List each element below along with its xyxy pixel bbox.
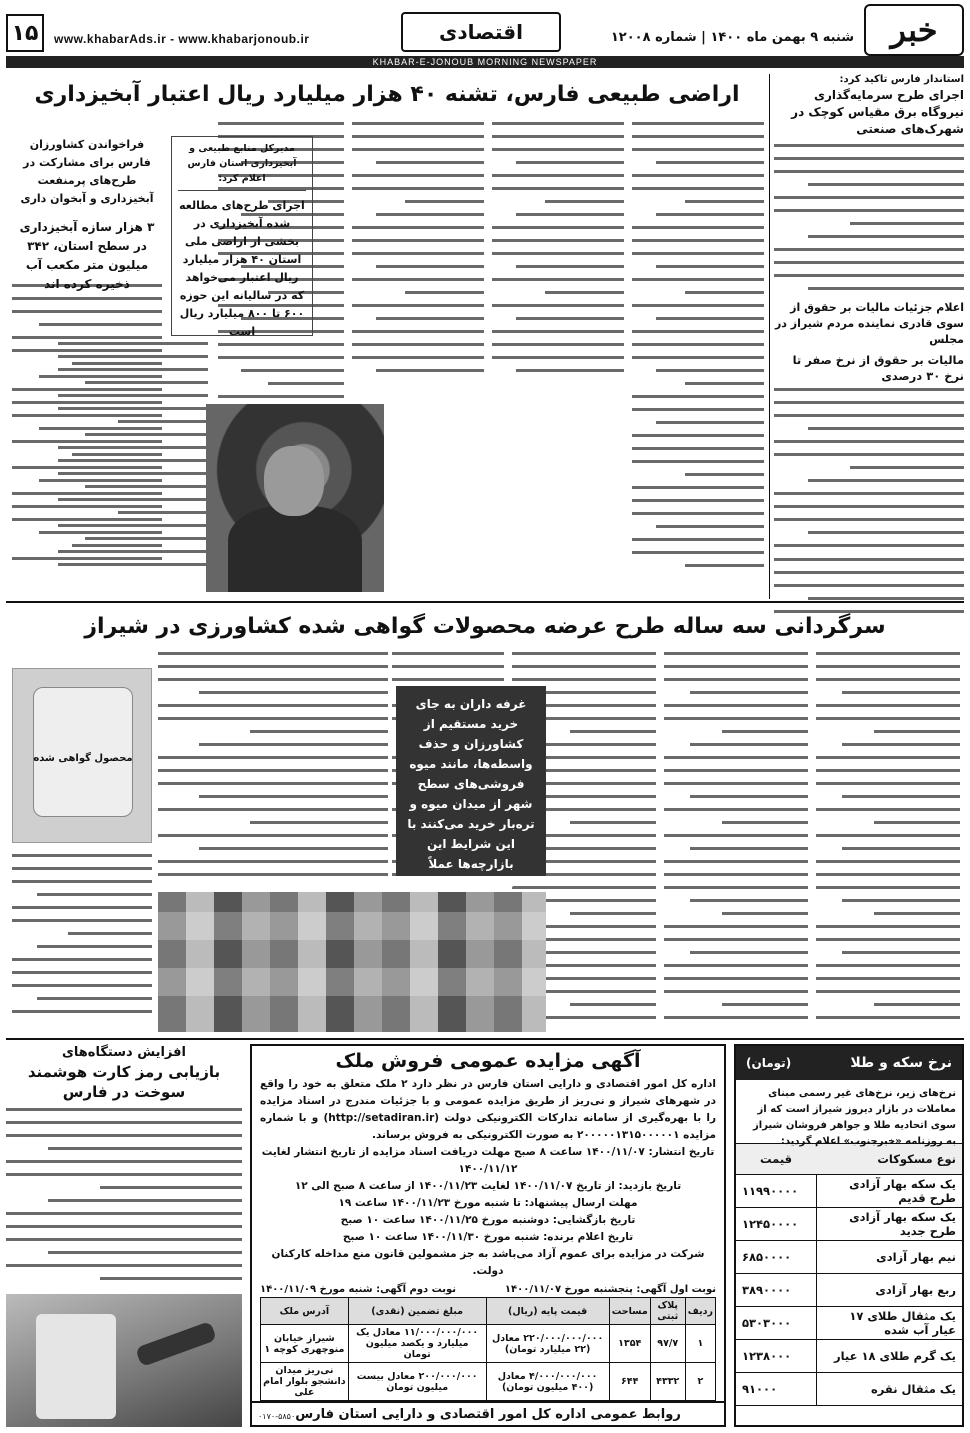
ad-col-row: ردیف <box>685 1298 715 1325</box>
table-row <box>736 1306 962 1339</box>
sidebar-subheadline-tax: مالیات بر حقوق از نرخ صفر تا نرخ ۳۰ درصدی <box>792 353 964 383</box>
ad-line-opening: تاریخ بازگشایی: دوشنبه مورخ ۱۴۰۰/۱۱/۲۵ ساعت ۱۰ صبح <box>340 1214 636 1226</box>
coin-price: ۳۸۹۰۰۰۰ <box>736 1273 816 1306</box>
agri-col-5 <box>158 652 388 886</box>
pull-quote-farmers-text: فراخواندن کشاورزان فارس برای مشارکت در طرح‌های پرمنفعت آبخیزداری و آبخوان داری <box>20 138 154 205</box>
coin-price: ۵۳۰۳۰۰۰ <box>736 1306 816 1339</box>
product-package <box>33 687 133 817</box>
ad-line-publish: تاریخ انتشار: ۱۴۰۰/۱۱/۰۷ ساعت ۸ صبح مهلت دریافت اسناد مزایده از تاریخ انتشار لغایت ۱۴۰۰/۱۱/۱۲ <box>261 1146 715 1175</box>
coin-name: یک سکه بهار آزادی طرح جدید <box>816 1207 962 1240</box>
sidebar-headline-tax[interactable]: اعلام جزئیات مالیات بر حقوق از سوی قادری نماینده مردم شیراز در مجلس <box>774 301 964 346</box>
ad-cell: نی‌ریز میدان دانشجو بلوار امام علی <box>261 1363 349 1401</box>
ad-line-winner: تاریخ اعلام برنده: شنبه مورخ ۱۴۰۰/۱۱/۳۰ ساعت ۱۰ صبح <box>342 1231 634 1243</box>
agri-col-6 <box>12 854 152 1032</box>
pull-quote-booths <box>396 686 546 891</box>
photo-shelf-row <box>158 912 546 940</box>
ad-line-eligibility: شرکت در مزایده برای عموم آزاد می‌باشد به جز مشمولین قانون منع مداخله کارکنان دولت. <box>271 1248 705 1277</box>
ad-col-plaque: پلاک ثبتی <box>650 1298 685 1325</box>
prices-table <box>736 1144 962 1406</box>
prices-description: نرخ‌های زیر، نرخ‌های غیر رسمی مبنای معاملات در بازار دیروز شیراز است که از سوی اتحادیه طلا و جواهر فروشان شیراز به روزنامه «خبرجنوب» اعلام گردید: <box>736 1080 962 1144</box>
coin-price: ۶۸۵۰۰۰۰ <box>736 1240 816 1273</box>
newspaper-logo[interactable] <box>864 4 964 56</box>
coin-name: نیم بهار آزادی <box>816 1240 962 1273</box>
section-title: اقتصادی <box>439 20 523 44</box>
ad-table-header <box>261 1298 716 1325</box>
pump-nozzle <box>135 1321 217 1367</box>
ad-cell: ۱۱/۰۰۰/۰۰۰/۰۰۰ معادل یک میلیارد و یکصد میلیون تومان <box>348 1325 486 1363</box>
issue-date: شنبه ۹ بهمن ماه ۱۴۰۰ | شماره ۱۲۰۰۸ <box>610 30 854 45</box>
ad-col-guarantee: مبلغ تضمین (نقدی) <box>348 1298 486 1325</box>
ad-code: ۰۱۷۰-۵۸۵۰ <box>258 1412 296 1421</box>
table-row <box>736 1174 962 1207</box>
pull-quote-farmers <box>12 136 162 291</box>
fuel-pump-photo <box>6 1294 242 1427</box>
pull-quote-booths-text: غرفه داران به جای خرید مستقیم از کشاورزان و حذف واسطه‌ها، مانند میوه فروشی‌های سطح شهر از میدان میوه و تره‌بار خرید می‌کنند با این شرایط این بازارچه‌ها عملاً فلسفه وجودی <box>407 697 535 891</box>
website-links[interactable]: www.khabarAds.ir - www.khabarjonoub.ir <box>54 32 310 46</box>
sidebar-body-text <box>774 144 964 294</box>
fuel-card-body <box>6 1108 242 1298</box>
main-story <box>6 74 768 599</box>
table-row <box>736 1273 962 1306</box>
ad-line-visit: تاریخ بازدید: از تاریخ ۱۴۰۰/۱۱/۰۷ لغایت ۱۴۰۰/۱۱/۲۳ از ساعت ۸ صبح الی ۱۲ <box>294 1180 682 1192</box>
ad-col-area: مساحت <box>609 1298 650 1325</box>
ad-cell: ۲۰۰/۰۰۰/۰۰۰ معادل بیست میلیون تومان <box>348 1363 486 1401</box>
agri-col-1 <box>816 652 960 1032</box>
section-divider-2 <box>6 1038 964 1040</box>
logo-text: خبر <box>890 11 938 49</box>
english-subtitle: KHABAR-E-JONOUB MORNING NEWSPAPER <box>6 56 964 68</box>
table-row <box>736 1207 962 1240</box>
ad-cell: ۲ <box>685 1363 715 1401</box>
agriculture-headline[interactable]: سرگردانی سه ساله طرح عرضه محصولات گواهی شده کشاورزی در شیراز <box>84 614 886 639</box>
ad-cell: ۲۲۰/۰۰۰/۰۰۰/۰۰۰ معادل (۲۲ میلیارد تومان) <box>486 1325 609 1363</box>
main-headline[interactable]: اراضی طبیعی فارس، تشنه ۴۰ هزار میلیارد ریال اعتبار آبخیزداری <box>34 82 740 107</box>
coin-price: ۱۱۹۹۰۰۰۰ <box>736 1174 816 1207</box>
table-row <box>736 1339 962 1372</box>
coin-price: ۹۱۰۰۰ <box>736 1372 816 1405</box>
section-label-box <box>401 12 561 52</box>
ad-cell: شیراز خیابان منوچهری کوچه ۱ <box>261 1325 349 1363</box>
ad-cell: ۹۷/۷ <box>650 1325 685 1363</box>
ad-footer-text: روابط عمومی اداره کل امور اقتصادی و دارایی استان فارس <box>295 1406 681 1422</box>
ad-col-address: آدرس ملک <box>261 1298 349 1325</box>
prices-unit: (تومان) <box>746 1056 792 1070</box>
auction-advertisement <box>250 1044 726 1427</box>
ad-publication-dates <box>260 1284 716 1295</box>
sidebar-kicker: استاندار فارس تاکید کرد: <box>839 74 964 85</box>
ad-second-publication: نوبت دوم آگهی: شنبه مورخ ۱۴۰۰/۱۱/۰۹ <box>260 1284 457 1295</box>
pull-quote-director-text: اجرای طرح‌های مطالعه شده آبخیزداری در بخشی از اراضی ملی استان ۴۰ هزار میلیارد ریال اعتبار می‌خواهد که در سالیانه این حوزه ۶۰۰ تا ۸۰۰ میلیارد ریال است <box>179 199 305 338</box>
coin-name: یک مثقال طلای ۱۷ عیار آب شده <box>816 1306 962 1339</box>
sidebar-headline-power-plant[interactable]: اجرای طرح سرمایه‌گذاری نیروگاه برق مقیاس کوچک در شهرک‌های صنعتی <box>791 88 964 136</box>
pump-machine <box>36 1314 116 1419</box>
table-row <box>736 1240 962 1273</box>
ad-first-publication: نوبت اول آگهی: پنجشنبه مورخ ۱۴۰۰/۱۱/۰۷ <box>504 1284 716 1295</box>
ad-cell: ۱ <box>685 1325 715 1363</box>
ad-cell: ۴۳۳۲ <box>650 1363 685 1401</box>
pull-quote-director <box>171 136 313 336</box>
ad-title: آگهی مزایده عمومی فروش ملک <box>335 1050 641 1072</box>
main-col-6 <box>12 284 162 592</box>
right-sidebar-news <box>774 74 964 599</box>
coin-price: ۱۲۴۵۰۰۰۰ <box>736 1207 816 1240</box>
ad-cell: ۱۳۵۴ <box>609 1325 650 1363</box>
col-header-name: نوع مسکوکات <box>816 1144 962 1174</box>
photo-face <box>264 446 324 516</box>
coin-price: ۱۲۳۸۰۰۰ <box>736 1339 816 1372</box>
coin-name: یک مثقال نقره <box>816 1372 962 1405</box>
pull-quote-structures: ۳ هزار سازه آبخیزداری در سطح استان، ۳۴۲ میلیون متر مکعب آب ذخیره کرده اند <box>19 220 155 291</box>
prices-title: نرخ سکه و طلا <box>850 1055 952 1071</box>
col-header-price: قیمت <box>736 1144 816 1174</box>
vegetable-market-photo <box>158 892 546 1032</box>
ad-body: اداره کل امور اقتصادی و دارایی استان فارس در نظر دارد ۲ ملک متعلق به خود را واقع در شهرهای شیراز و نی‌ریز از طریق مزایده عمومی و با جزئیات مندرج در اسناد مزایده را با بهره‌گیری از سامانه تدارکات الکترونیکی دولت (http://setadiran.ir) و با شماره مزایده ۲۰۰۰۰۰۱۳۱۵۰۰۰۰۰۱ به صورت الکترونیکی به فروش برساند. <box>260 1078 716 1141</box>
column-rule <box>769 74 770 599</box>
page-number: ۱۵ <box>6 14 44 52</box>
coin-name: ربع بهار آزادی <box>816 1273 962 1306</box>
fuel-card-kicker: افزایش دستگاه‌های <box>62 1045 186 1060</box>
official-portrait-photo <box>206 404 384 592</box>
agri-col-2 <box>664 652 808 1032</box>
package-label: محصول گواهی شده <box>33 753 133 764</box>
photo-shelf-row <box>158 968 546 996</box>
table-row <box>261 1325 716 1363</box>
main-col-1 <box>632 122 764 592</box>
ad-cell: ۶۴۴ <box>609 1363 650 1401</box>
pull-quote-director-kicker: مدیرکل منابع طبیعی و آبخیزداری استان فارس اعلام کرد: <box>178 141 306 191</box>
agriculture-story <box>6 606 964 1036</box>
main-col-3 <box>352 122 484 394</box>
ad-property-table <box>260 1297 716 1401</box>
table-row <box>261 1363 716 1401</box>
coin-name: یک گرم طلای ۱۸ عیار <box>816 1339 962 1372</box>
certified-product-photo <box>12 668 152 843</box>
ad-col-base-price: قیمت پایه (ریال) <box>486 1298 609 1325</box>
fuel-card-headline[interactable]: بازیابی رمز کارت هوشمند سوخت در فارس <box>27 1063 221 1101</box>
main-col-2 <box>492 122 624 394</box>
sidebar-body-text-2 <box>774 388 964 556</box>
photo-shirt <box>228 506 362 592</box>
fuel-card-news <box>6 1044 242 1427</box>
masthead <box>6 4 964 70</box>
ad-cell: ۴/۰۰۰/۰۰۰/۰۰۰ معادل (۴۰۰ میلیون تومان) <box>486 1363 609 1401</box>
ad-line-deadline: مهلت ارسال پیشنهاد: تا شنبه مورخ ۱۴۰۰/۱۱/۲۳ ساعت ۱۹ <box>338 1197 638 1209</box>
prices-title-bar <box>736 1046 962 1080</box>
coin-name: یک سکه بهار آزادی طرح قدیم <box>816 1174 962 1207</box>
section-divider <box>6 601 964 603</box>
table-row <box>736 1372 962 1405</box>
ad-footer <box>252 1401 724 1425</box>
gold-coin-prices-box <box>734 1044 964 1427</box>
